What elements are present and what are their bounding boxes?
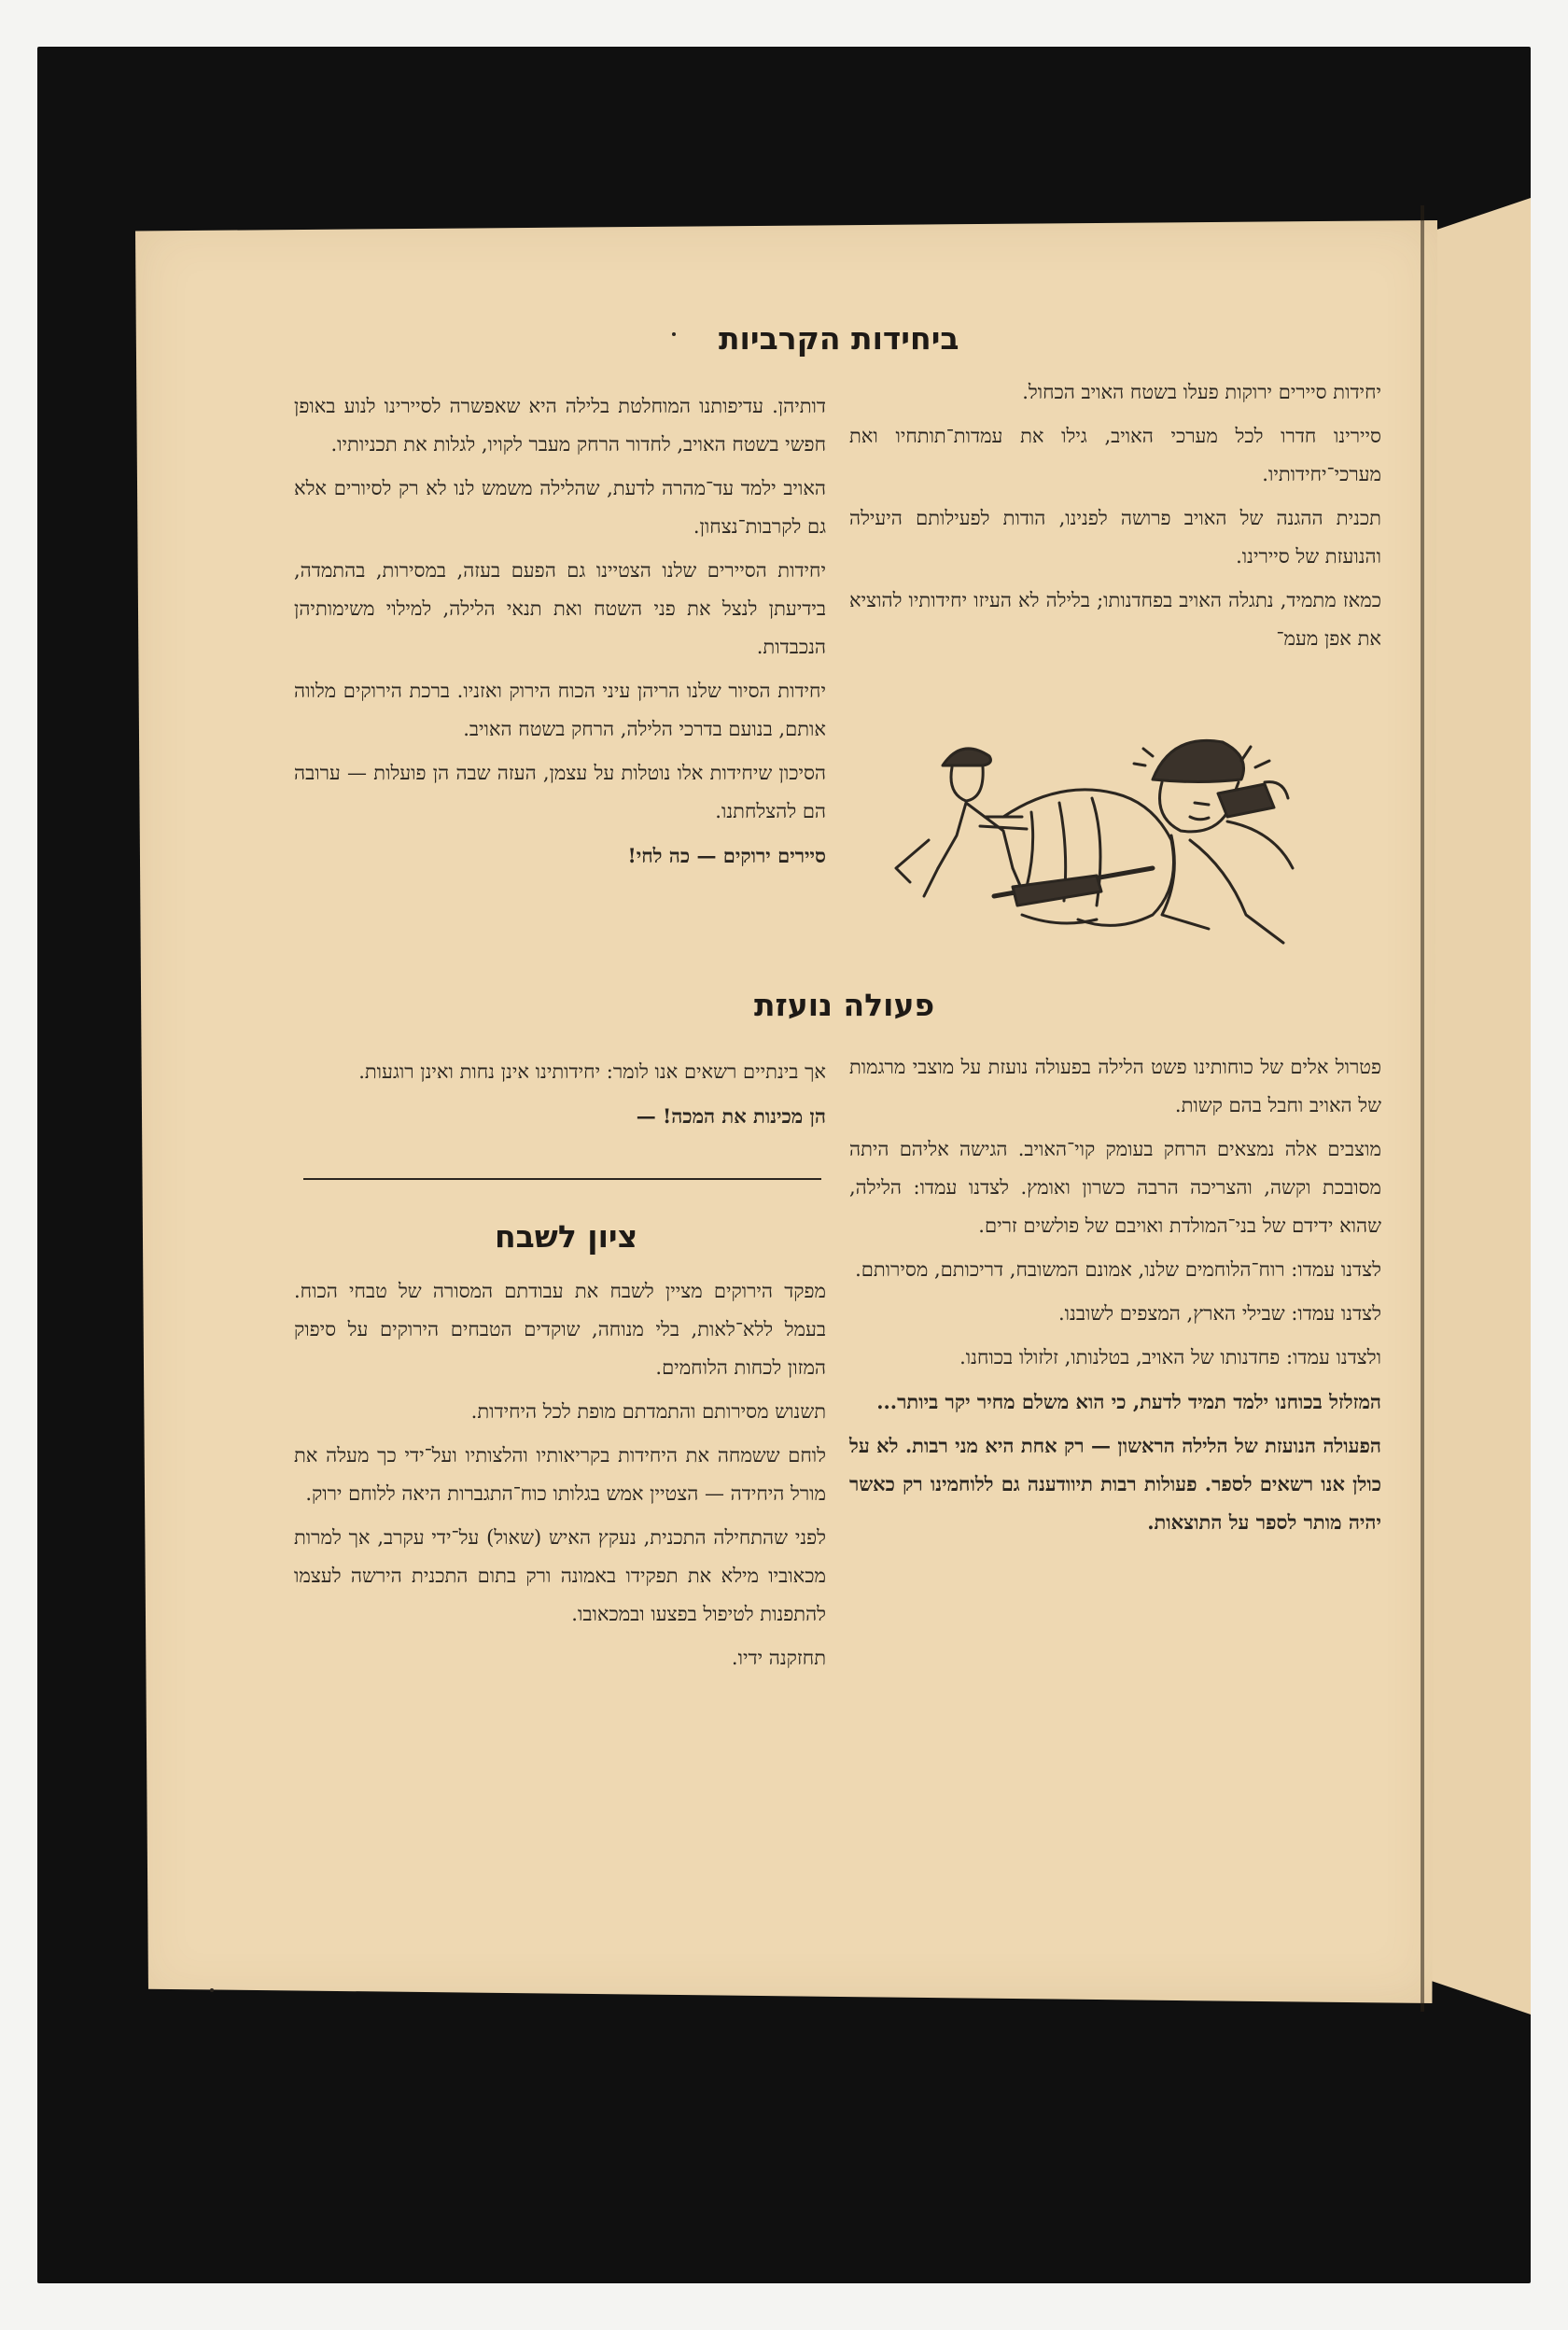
paragraph: יחידות הסיור שלנו הריהן עיני הכוח הירוק ואזניו. ברכת הירוקים מלווה אותם, בנועם בדרכי הלילה, הרחק בשטח האויב.	[294, 680, 826, 740]
paragraph: כמאז מתמיד, נתגלה האויב בפחדנותו; בלילה לא העיזו יחידותיו להוציא את אפן מעמ־	[849, 589, 1381, 650]
article1-right-column	[849, 373, 1381, 664]
article-title-combat-units: ביחידות הקרביות	[719, 320, 959, 357]
paragraph: לצדנו עמדו: רוח־הלוחמים שלנו, אמונם המשובח, דריכותם, מסירותם.	[855, 1258, 1381, 1281]
ink-dot	[672, 332, 676, 336]
article-title-daring-action: פעולה נועזת	[754, 987, 935, 1023]
paragraph: יחידות סיירים ירוקות פעלו בשטח האויב הכחול.	[1022, 381, 1381, 403]
paragraph: סיירינו חדרו לכל מערכי האויב, גילו את עמדות־תותחיו ואת מערכי־יחידותיו.	[849, 425, 1381, 485]
paragraph: לצדנו עמדו: שבילי הארץ, המצפים לשובנו.	[1057, 1302, 1381, 1325]
paragraph: ולצדנו עמדו: פחדנותו של האויב, בטלנותו, זלזולו בכוחנו.	[959, 1346, 1381, 1369]
paragraph: לוחם ששמחה את היחידות בקריאותיו והלצותיו ועל־ידי כך מעלה את מורל היחידה — הצטיין אמש בגלותו כוח־התגברות היאה ללוחם ירוק.	[294, 1444, 826, 1505]
article3-column	[294, 1272, 826, 1683]
paragraph: תכנית ההגנה של האויב פרושה לפנינו, הודות לפעילותם היעילה והנועזת של סיירינו.	[849, 507, 1381, 568]
paragraph: הן מכינות את המכה! —	[636, 1104, 826, 1128]
ink-mark	[210, 1988, 214, 1992]
article1-left-column	[294, 387, 826, 880]
paragraph: פטרול אלים של כוחותינו פשט הלילה בפעולה נועזת על מוצבי מרגמות של האויב וחבל בהם קשות.	[849, 1056, 1381, 1116]
paragraph: תשנוש מסירותם והתמדתם מופת לכל היחידות.	[470, 1400, 826, 1423]
paragraph: מוצבים אלה נמצאים הרחק בעומק קוי־האויב. הגישה אליהם היתה מסובכת וקשה, והצריכה הרבה כשרון ואומץ. לצדנו עמדו: הלילה, שהוא ידידם של בני־המולדת ואויבם של פולשים זרים.	[849, 1138, 1381, 1237]
paragraph: סיירים ירוקים — כה לחי!	[627, 844, 826, 867]
article-title-commendation: ציון לשבח	[495, 1218, 638, 1255]
article2-left-column	[294, 1053, 826, 1141]
page-fold	[1421, 205, 1424, 2012]
paragraph: לפני שהתחילה התכנית, נעקץ האיש (שאול) על־ידי עקרב, אך למרות מכאוביו מילא את תפקידו באמונה ורק בתום התכנית הירשה לעצמו להתפנות לטיפול בפצעו ובמכאובו.	[294, 1526, 826, 1625]
paragraph: אך בינתיים רשאים אנו לומר: יחידותינו אינן נחות ואינן רוגעות.	[358, 1060, 826, 1083]
paragraph: מפקד הירוקים מציין לשבח את עבודתם המסורה של טבחי הכוח. בעמל ללא־לאות, בלי מנוחה, שוקדים הטבחים הירוקים על סיפוק המזון לכחות הלוחמים.	[294, 1280, 826, 1379]
next-page-edge	[1423, 198, 1531, 2014]
paragraph: הפעולה הנועזת של הלילה הראשון — רק אחת היא מני רבות. לא על כולן אנו רשאים לספר. פעולות רבות תיוודענה גם ללוחמינו רק כאשר יהיה מותר לספר על התוצאות.	[849, 1434, 1381, 1534]
paragraph: יחידות הסיירים שלנו הצטיינו גם הפעם בעזה, במסירות, בהתמדה, בידיעתן לנצל את פני השטח ואת תנאי הלילה, למילוי משימותיהן הנכבדות.	[294, 559, 826, 658]
paragraph: המזלזל בכוחנו ילמד תמיד לדעת, כי הוא משלם מחיר יקר ביותר...	[876, 1390, 1381, 1413]
article2-right-column	[849, 1048, 1381, 1547]
paragraph: תחזקנה ידיו.	[731, 1647, 826, 1669]
soldiers-illustration	[873, 728, 1330, 952]
paragraph: הסיכון שיחידות אלו נוטלות על עצמן, העזה שבה הן פועלות — ערובה הם להצלחתנו.	[294, 762, 826, 822]
paragraph: דותיהן. עדיפותנו המוחלטת בלילה היא שאפשרה לסיירינו לנוע באופן חפשי בשטח האויב, לחדור הרחק מעבר לקויו, לגלות את תכניותיו.	[294, 395, 826, 456]
section-divider	[303, 1178, 821, 1180]
paragraph: האויב ילמד עד־מהרה לדעת, שהלילה משמש לנו לא רק לסיורים אלא גם לקרבות־נצחון.	[294, 477, 826, 538]
